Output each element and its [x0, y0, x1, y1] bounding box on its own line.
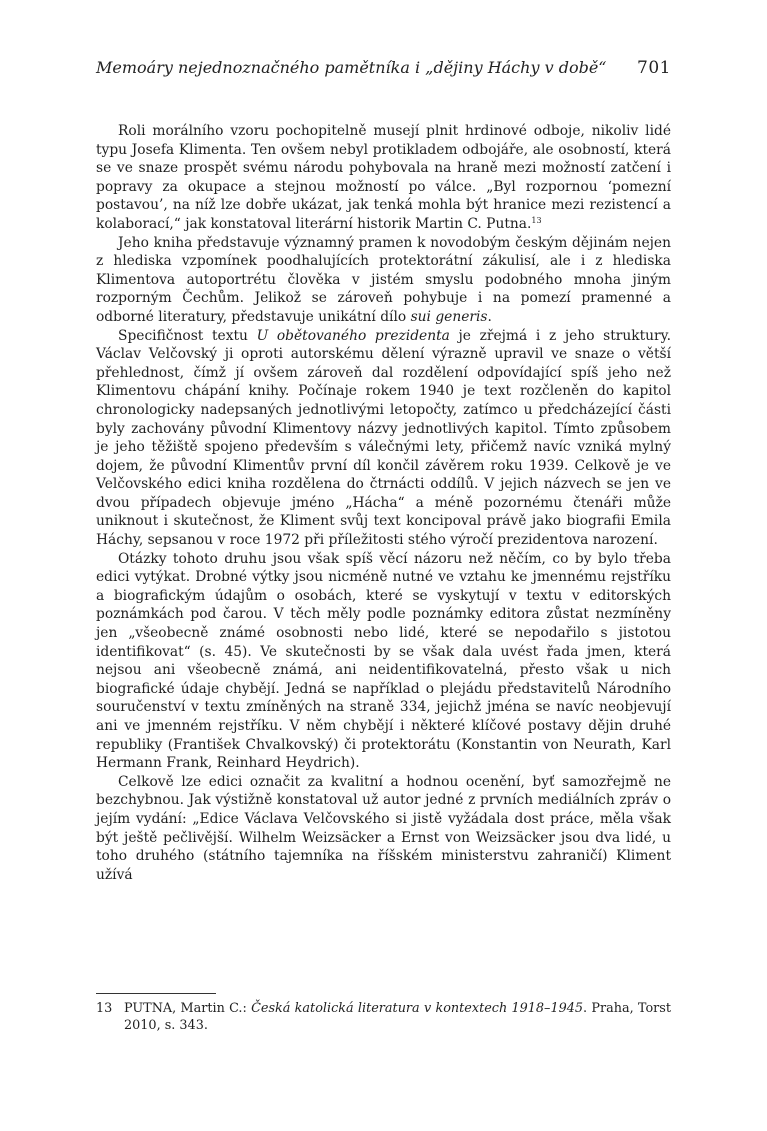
- paragraph: [96, 122, 671, 234]
- footnote-text: [124, 1000, 671, 1034]
- page-number: 701: [637, 58, 671, 78]
- text-run: Jeho kniha představuje významný pramen k novodobým českým dějinám nejen z hlediska vzpomínek poodhalujících protektorátní zákulisí, ale i z hlediska Klimentova autoportrétu člověka v jistém smyslu podobného mnoha jiným rozporným Čechům. Jelikož se zároveň pohybuje i na pomezí pramenné a odborné literatury, představuje unikátní dílo: [96, 234, 671, 325]
- footnote: [96, 1000, 671, 1034]
- italic-text: Česká katolická literatura v kontextech 1918–1945: [251, 1001, 584, 1016]
- text-run: Celkově lze edici označit za kvalitní a hodnou ocenění, byť samozřejmě ne bezchybnou. Jak výstižně konstatoval už autor jedné z prvních mediálních zpráv o jejím vydání: „Edice Václava Velčovského si jistě vyžádala dost práce, měla však být ještě pečlivější. Wilhelm Weizsäcker a Ernst von Weizsäcker jsou dva lidé, u toho druhého (státního tajemníka na říšském ministerstvu zahraničí) Kliment užívá: [96, 773, 671, 883]
- paragraph: [96, 550, 671, 773]
- text-run: .: [487, 308, 492, 325]
- paragraph: [96, 327, 671, 550]
- text-run: Otázky tohoto druhu jsou však spíš věcí názoru než něčím, co by bylo třeba edici vytýkat. Drobné výtky jsou nicméně nutné ve vztahu ke jmennému rejstříku a biografickým údajům o osobách, které se vyskytují v textu v editorských poznámkách pod čarou. V těch měly podle poznámky editora zůstat nezmíněny jen „všeobecně známé osobnosti nebo lidé, které se nepodařilo s jistotou identifikovat“ (s. 45). Ve skutečnosti by se však dala uvést řada jmen, která nejsou ani všeobecně známá, ani neidentifikovatelná, přesto však u nich biografické údaje chybějí. Jedná se například o plejádu představitelů Národního souručenství v textu zmíněných na straně 334, jejichž jména se navíc neobjevují ani ve jmenném rejstříku. V něm chybějí i některé klíčové postavy dějin druhé republiky (František Chvalkovský) či protektorátu (Konstantin von Neurath, Karl Hermann Frank, Reinhard Heydrich).: [96, 550, 671, 772]
- text-run: . Praha, Torst 2010, s. 343.: [124, 1001, 671, 1033]
- body-text: [96, 122, 671, 884]
- running-head-title: Memoáry nejednoznačného pamětníka i „dějiny Háchy v době“: [96, 58, 607, 77]
- running-head: [96, 58, 671, 78]
- footnote-ref: 13: [531, 215, 542, 225]
- paragraph: [96, 773, 671, 885]
- footnote-rule: [96, 993, 216, 994]
- text-run: Specifičnost textu: [118, 327, 257, 344]
- text-run: je zřejmá i z jeho struktury. Václav Velčovský ji oproti autorskému dělení výrazně upravil ve snaze o větší přehlednost, čímž jí ovšem zároveň dal rozdělení odpovídající spíš jeho než Klimentovu chápání knihy. Počínaje rokem 1940 je text rozčleněn do kapitol chronologicky nadepsaných jednotlivými letopočty, zatímco u předcházející části byly zachovány původní Klimentovy názvy jednotlivých kapitol. Tímto způsobem je jeho těžiště spojeno především s válečnými lety, přičemž navíc vzniká mylný dojem, že původní Klimentův první díl končil závěrem roku 1939. Celkově je ve Velčovského edici kniha rozdělena do čtrnácti oddílů. V jejich názvech se jen ve dvou případech objevuje jméno „Hácha“ a méně pozornému čtenáři může uniknout i skutečnost, že Kliment svůj text koncipoval právě jako biografii Emila Háchy, sepsanou v roce 1972 při příležitosti stého výročí prezidentova narození.: [96, 327, 671, 549]
- footnote-number: 13: [96, 1001, 113, 1016]
- italic-text: U obětovaného prezidenta: [256, 327, 450, 344]
- paragraph: [96, 234, 671, 327]
- text-run: Roli morálního vzoru pochopitelně musejí plnit hrdinové odboje, nikoliv lidé typu Josefa Klimenta. Ten ovšem nebyl protikladem odbojáře, ale osobností, která se ve snaze prospět svému národu pohybovala na hraně mezi možností zatčení i popravy za okupace a stejnou možností po válce. „Byl rozpornou ‘pomezní postavou’, na níž lze dobře ukázat, jak tenká mohla být hranice mezi rezistencí a kolaborací,“ jak konstatoval literární historik Martin C. Putna.: [96, 123, 671, 232]
- text-run: PUTNA, Martin C.:: [124, 1001, 252, 1016]
- italic-text: sui generis: [410, 308, 488, 325]
